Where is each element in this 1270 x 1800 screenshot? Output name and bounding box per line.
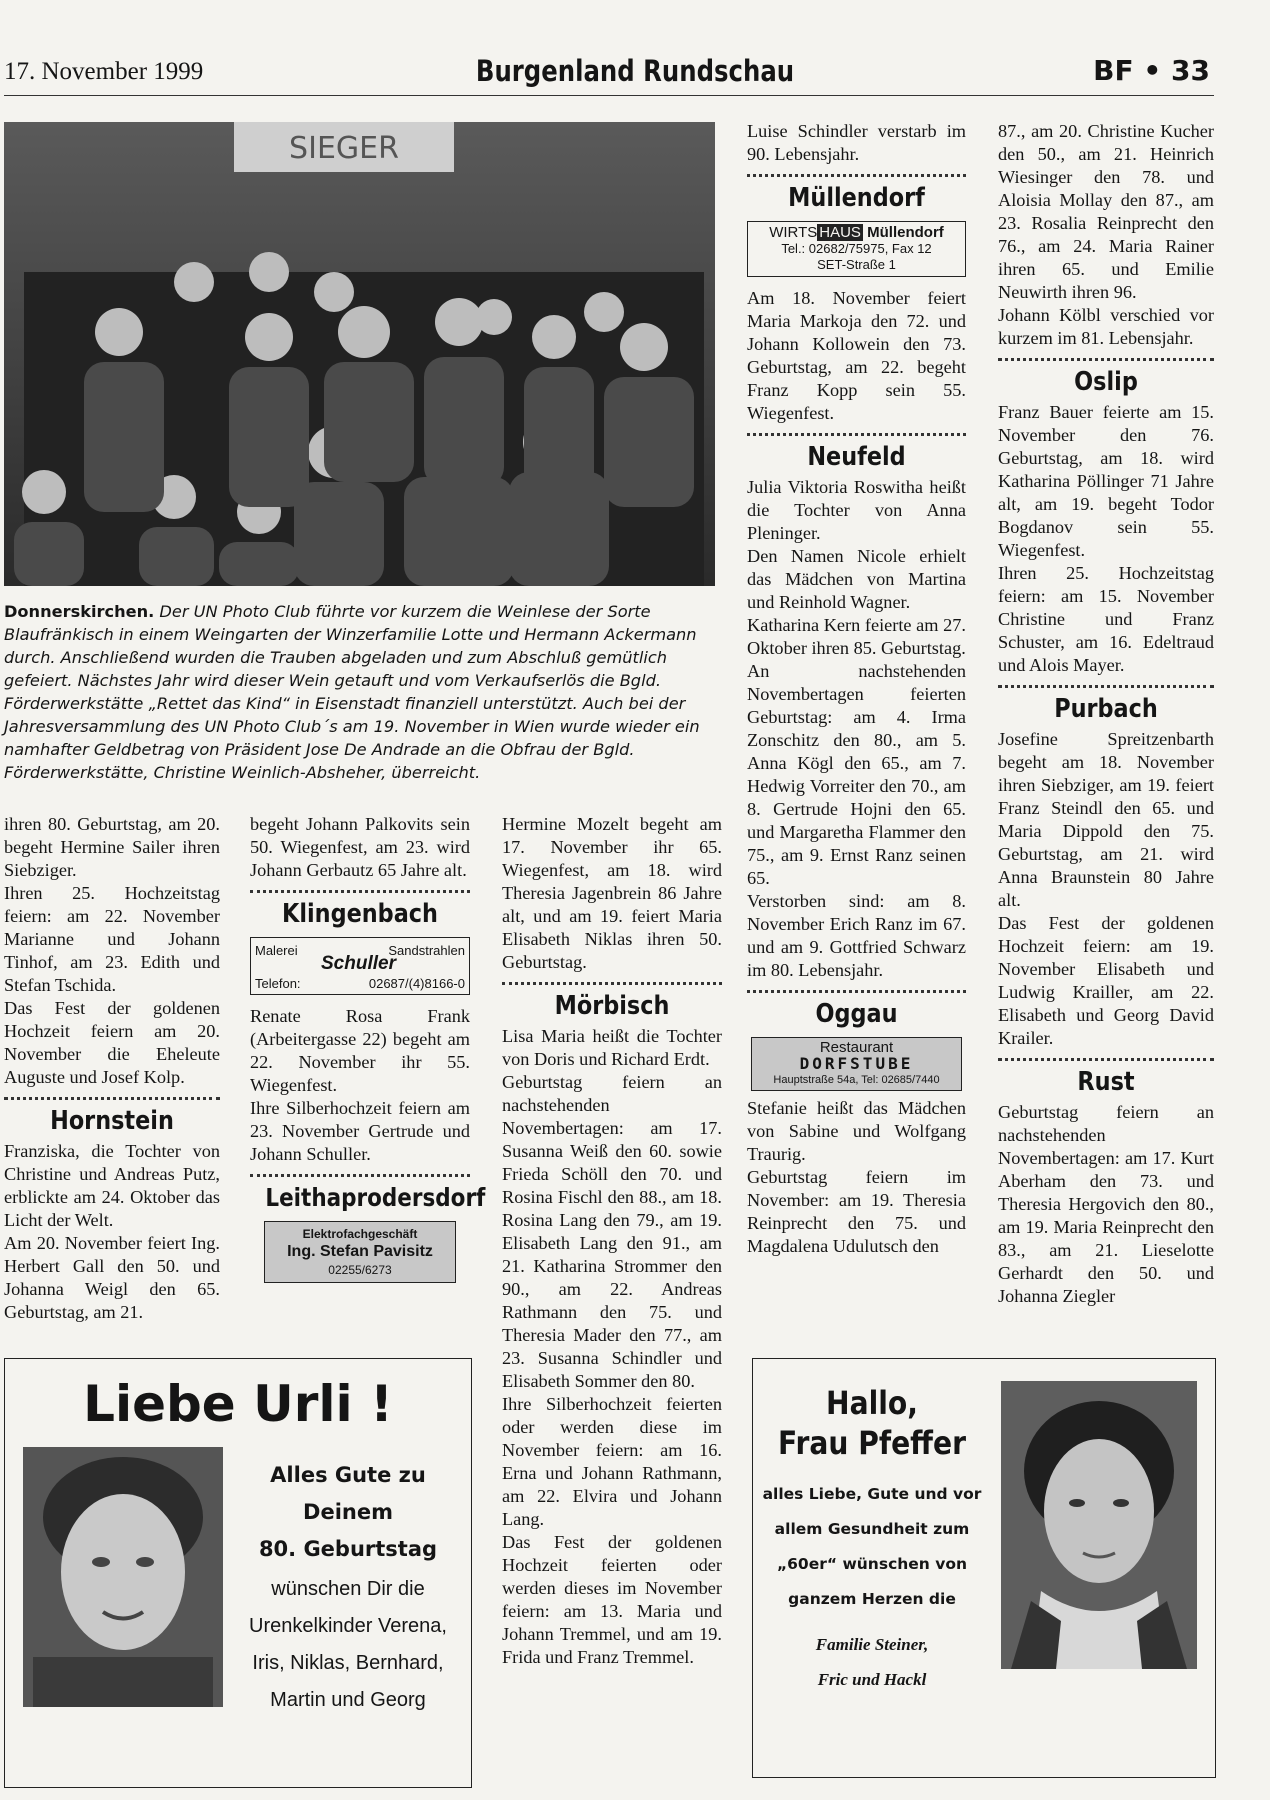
photo-banner: SIEGER: [289, 131, 399, 166]
ad-pfeffer-title1: Hallo,: [826, 1384, 918, 1422]
col1-p4: Franziska, die Tochter von Christine und Andreas Putz, erblickte am 24. Oktober das Licht der Welt.: [4, 1141, 220, 1230]
ad-schuller: [250, 937, 470, 995]
col5-p6: Das Fest der goldenen Hochzeit feiern: am 19. November Elisabeth und Ludwig Krailler, am 22. Elisabeth und Georg David Krailer.: [998, 913, 1214, 1048]
col5-p3: Franz Bauer feierte am 15. November den 76. Geburtstag, am 18. wird Katharina Pöllinger 71 Jahre alt, am 19. begeht Todor Bogdanov sein 55. Wiegenfest.: [998, 402, 1214, 560]
ad-urli-greeting: [225, 1457, 471, 1568]
col4-p9: Geburtstag feiern im November: am 19. Theresia Reinprecht den 75. und Magdalena Udulutsch den: [747, 1167, 966, 1256]
ad-liebe-urli: [4, 1358, 472, 1788]
ad-pavisitz-line1: Elektrofachgeschäft: [302, 1227, 418, 1241]
col3-p1: Hermine Mozelt begeht am 17. November ihr 65. Wiegenfest, am 18. wird Theresia Jagenbrein 86 Jahre alt, und am 19. feiert Maria Elisabeth Niklas ihren 50. Geburtstag.: [502, 814, 722, 972]
ad-wirtshaus-wirts: WIRTS: [769, 224, 818, 241]
col2-p2: Renate Rosa Frank (Arbeitergasse 22) begeht am 22. November ihr 55. Wiegenfest.: [250, 1006, 470, 1095]
photo-caption: [4, 600, 718, 784]
ad-dorfstube: [751, 1037, 962, 1091]
ad-dorfstube-line1: Restaurant: [819, 1039, 894, 1056]
col1-p1: ihren 80. Geburtstag, am 20. begeht Hermine Sailer ihren Siebziger.: [4, 814, 220, 880]
heading-rust: Rust: [1077, 1067, 1135, 1097]
col1-p3: Das Fest der goldenen Hochzeit feiern am 20. November die Eheleute Auguste und Josef Kolp.: [4, 998, 220, 1087]
divider: [998, 358, 1214, 361]
divider: [4, 1097, 220, 1100]
divider: [747, 990, 966, 993]
ad-wirtshaus: [747, 221, 966, 277]
col5-p1: 87., am 20. Christine Kucher den 50., am 21. Heinrich Wiesinger den 78. und Aloisia Mollay den 87., am 23. Rosalia Reinprecht den 76., am 24. Maria Rainer ihren 65. und Emilie Neuwirth ihren 96.: [998, 121, 1214, 302]
divider: [250, 1174, 470, 1177]
col3-p4: Ihre Silberhochzeit feierten oder werden diese im November feiern: am 16. Erna und Johann Rathmann, am 22. Elvira und Johann Lang.: [502, 1394, 722, 1529]
col3-p5: Das Fest der goldenen Hochzeit feierten oder werden dieses im November feiern: am 13. Maria und Johann Tremmel, und am 19. Frida und Franz Tremmel.: [502, 1532, 722, 1667]
ad-schuller-tel-label: Telefon:: [255, 976, 301, 991]
ad-pfeffer-sig2: Fric und Hackl: [817, 1670, 927, 1689]
col4-p2: Am 18. November feiert Maria Markoja den 72. und Johann Kollowein den 73. Geburtstag, am 22. begeht Franz Kopp sein 55. Wiegenfest.: [747, 288, 966, 423]
ad-dorfstube-line2: DORFSTUBE: [799, 1054, 914, 1073]
col4-p1: Luise Schindler verstarb im 90. Lebensjahr.: [747, 121, 966, 164]
divider: [998, 1058, 1214, 1061]
ad-pfeffer-line3: „60er“ wünschen von: [776, 1555, 968, 1573]
col3-p2: Lisa Maria heißt die Tochter von Doris und Richard Erdt.: [502, 1026, 722, 1069]
ad-pavisitz-line3: 02255/6273: [328, 1263, 392, 1277]
heading-leithaprodersdorf: Leithaprodersdorf: [265, 1183, 486, 1212]
ad-schuller-tel: 02687/(4)8166-0: [368, 976, 465, 991]
ad-urli-title: Liebe Urli !: [83, 1375, 393, 1433]
portrait-illustration: [1001, 1381, 1197, 1669]
ad-pavisitz: [264, 1221, 456, 1283]
ad-urli-line1: Alles Gute zu: [270, 1463, 426, 1487]
ad-urli-wishers: [225, 1571, 471, 1719]
column-2: [250, 813, 486, 1289]
heading-muellendorf: Müllendorf: [788, 183, 925, 213]
ad-urli-line4: wünschen Dir die: [271, 1578, 425, 1600]
col2-p1: begeht Johann Palkovits sein 50. Wiegenfest, am 23. wird Johann Gerbautz 65 Jahre alt.: [250, 814, 470, 880]
issue-date: 17. November 1999: [4, 58, 204, 85]
newspaper-title: Burgenland Rundschau: [475, 54, 795, 88]
portrait-illustration: [23, 1447, 223, 1707]
page-number: BF • 33: [1093, 54, 1210, 87]
col5-p4: Ihren 25. Hochzeitstag feiern: am 15. November Christine und Franz Schuster, am 16. Edeltraud und Alois Mayer.: [998, 563, 1214, 675]
heading-oslip: Oslip: [1074, 367, 1138, 397]
group-photo: [4, 122, 715, 586]
heading-purbach: Purbach: [1054, 694, 1158, 724]
ad-pfeffer-line1: alles Liebe, Gute und vor: [762, 1485, 982, 1503]
col4-p4: Den Namen Nicole erhielt das Mädchen von Martina und Reinhold Wagner.: [747, 546, 966, 612]
ad-urli-line3: 80. Geburtstag: [258, 1537, 438, 1561]
column-5: [998, 120, 1214, 1308]
ad-wirtshaus-haus: HAUS: [819, 224, 861, 241]
ad-urli-line7: Martin und Georg: [270, 1689, 426, 1711]
caption-place: Donnerskirchen.: [4, 602, 155, 621]
ad-frau-pfeffer: [752, 1358, 1216, 1778]
column-3: [502, 813, 722, 1669]
ad-wirtshaus-tel: Tel.: 02682/75975, Fax 12: [781, 241, 932, 256]
col4-p7: Verstorben sind: am 8. November Erich Ranz im 67. und am 9. Gottfried Schwarz im 80. Lebensjahr.: [747, 891, 966, 980]
header-rule: [4, 95, 1214, 96]
col5-p2: Johann Kölbl verschied vor kurzem im 81. Lebensjahr.: [998, 305, 1214, 348]
col4-p8: Stefanie heißt das Mädchen von Sabine und Wolfgang Traurig.: [747, 1098, 966, 1164]
ad-urli-portrait: [23, 1447, 223, 1707]
column-1: [4, 813, 220, 1324]
divider: [998, 685, 1214, 688]
heading-klingenbach: Klingenbach: [282, 899, 438, 929]
col1-p5: Am 20. November feiert Ing. Herbert Gall den 50. und Johanna Weigl den 65. Geburtstag, am 21.: [4, 1233, 220, 1322]
ad-pfeffer-sig1: Familie Steiner,: [815, 1635, 929, 1654]
col1-p2: Ihren 25. Hochzeitstag feiern: am 22. November Marianne und Johann Tinhof, am 23. Edith und Stefan Tschida.: [4, 883, 220, 995]
group-photo-illustration: [4, 122, 715, 586]
ad-wirtshaus-addr: SET-Straße 1: [817, 257, 896, 272]
divider: [502, 982, 722, 985]
ad-wirtshaus-title: [748, 225, 965, 241]
col4-p6: An nachstehenden Novembertagen feierten Geburtstag: am 4. Irma Zonschitz den 80., am 5. Anna Kögl den 65., am 7. Hedwig Vorreiter den 70., am 8. Gertrude Hojni den 65. und Margaretha Flammer den 75., am 9. Ernst Ranz seinen 65.: [747, 661, 966, 888]
ad-urli-line5: Urenkelkinder Verena,: [249, 1615, 447, 1637]
divider: [250, 890, 470, 893]
col4-p3: Julia Viktoria Roswitha heißt die Tochter von Anna Pleninger.: [747, 477, 966, 543]
col5-p7: Geburtstag feiern an nachstehenden Novembertagen: am 17. Kurt Aberham den 73. und Theresia Hergovich den 80., am 19. Maria Reinprecht den 83., am 21. Lieselotte Gerhardt den 50. und Johanna Ziegler: [998, 1102, 1214, 1306]
col5-p5: Josefine Spreitzenbarth begeht am 18. November ihren Siebziger, am 19. feiert Franz Steindl den 65. und Maria Dippold den 75. Geburtstag, am 21. wird Anna Braunstein 80 Jahre alt.: [998, 729, 1214, 910]
ad-pfeffer-line2: allem Gesundheit zum: [774, 1520, 970, 1538]
heading-oggau: Oggau: [815, 999, 898, 1029]
ad-dorfstube-line3: Hauptstraße 54a, Tel: 02685/7440: [773, 1074, 940, 1086]
ad-schuller-sand: Sandstrahlen: [388, 943, 465, 958]
ad-pfeffer-portrait: [1001, 1381, 1197, 1669]
ad-schuller-name: Schuller: [321, 953, 396, 974]
col2-p3: Ihre Silberhochzeit feiern am 23. November Gertrude und Johann Schuller.: [250, 1098, 470, 1164]
heading-hornstein: Hornstein: [50, 1106, 174, 1136]
ad-pfeffer-signature: [753, 1627, 991, 1697]
ad-pfeffer-text: [753, 1477, 991, 1617]
ad-pavisitz-line2: Ing. Stefan Pavisitz: [287, 1243, 433, 1260]
heading-moerbisch: Mörbisch: [554, 991, 670, 1021]
ad-wirtshaus-name: Müllendorf: [867, 224, 944, 241]
col3-p3: Geburtstag feiern an nachstehenden Novembertagen: am 17. Susanna Weiß den 60. sowie Frieda Schöll den 70. und Rosina Fischl den 88., am 18. Rosina Lang den 79., am 19. Elisabeth Lang den 91., am 21. Katharina Strommer den 90., am 22. Andreas Rathmann den 75. und Theresia Mader den 77., am 23. Susanna Schindler und Elisabeth Sommer den 80.: [502, 1072, 722, 1391]
ad-urli-line6: Iris, Niklas, Bernhard,: [252, 1652, 444, 1674]
ad-pfeffer-title2: Frau Pfeffer: [778, 1424, 966, 1462]
ad-pfeffer-line4: ganzem Herzen die: [788, 1590, 956, 1608]
ad-schuller-malerei: Malerei: [255, 943, 298, 958]
ad-pfeffer-title: [767, 1383, 976, 1463]
ad-urli-line2: Deinem: [303, 1500, 393, 1524]
column-4: [747, 120, 966, 1258]
divider: [747, 433, 966, 436]
heading-neufeld: Neufeld: [807, 442, 906, 472]
caption-text: Der UN Photo Club führte vor kurzem die Weinlese der Sorte Blaufränkisch in einem Weingarten der Winzerfamilie Lotte und Hermann Ackermann durch. Anschließend wurden die Trauben abgeladen und zum Abschluß gemütlich gefeiert. Nächstes Jahr wird dieser Wein getauft und vom Verkaufserlös die Bgld. Förderwerkstätte „Rettet das Kind“ in Eisenstadt finanziell unterstützt. Auch bei der Jahresversammlung des UN Photo Club´s am 19. November in Wien wurde wieder ein namhafter Geldbetrag von Präsident Jose De Andrade an die Obfrau der Bgld. Förderwerkstätte, Christine Weinlich-Absheher, überreicht.: [4, 602, 700, 782]
col4-p5: Katharina Kern feierte am 27. Oktober ihren 85. Geburtstag.: [747, 615, 966, 658]
divider: [747, 174, 966, 177]
